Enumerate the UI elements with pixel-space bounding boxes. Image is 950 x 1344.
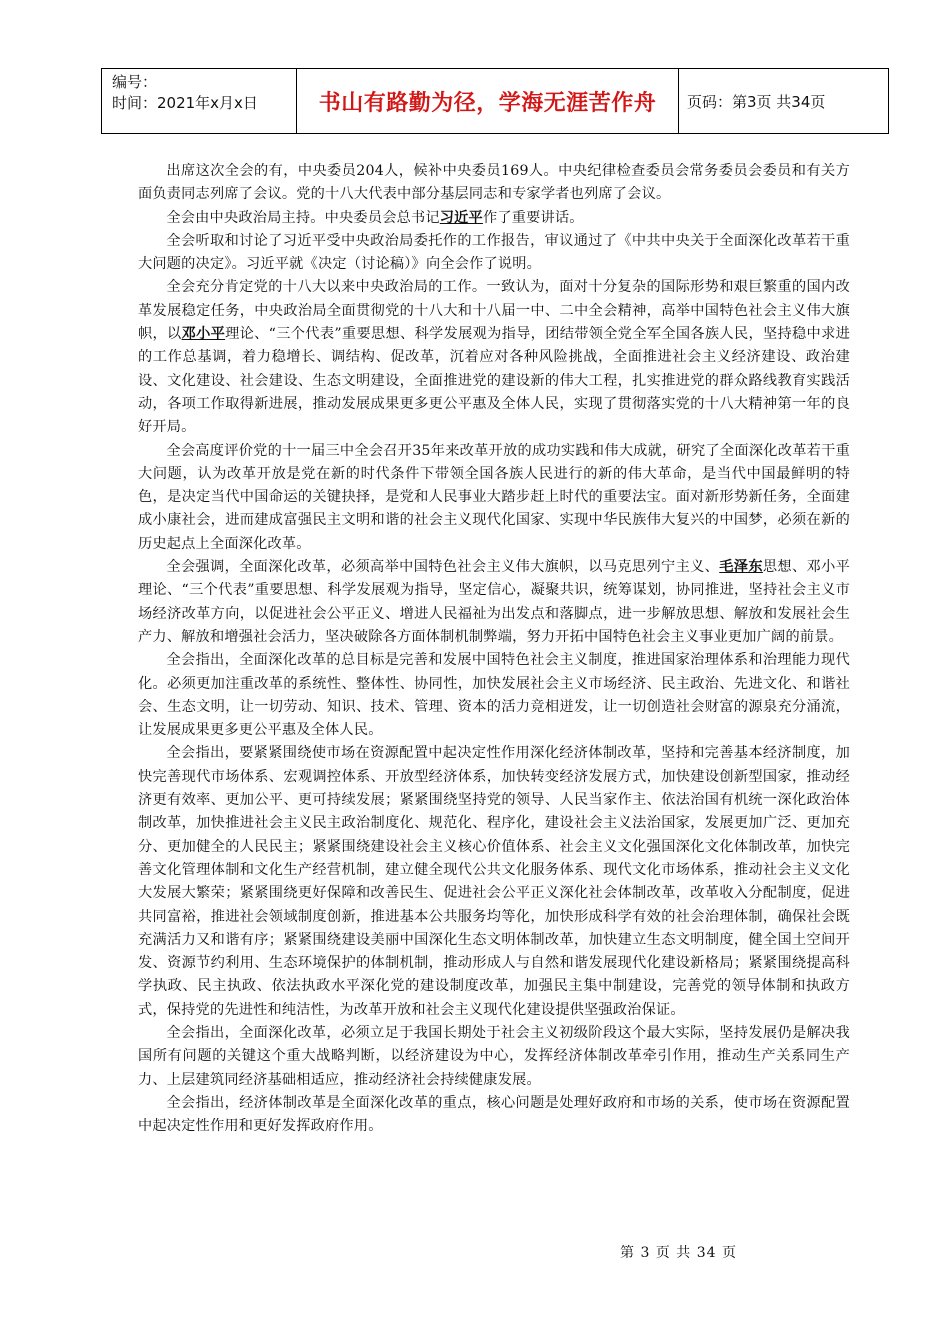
paragraph-text: 思想、邓小平理论、“三个代表”重要思想、科学发展观为指导，坚定信心，凝聚共识，统筹谋划，协同推进，坚持社会主义市场经济改革方向，以促进社会公平正义、增进人民福祉为出发点和落脚点，进一步解放思想、解放和发展社会生产力、解放和增强社会活力，坚决破除各方面体制机制弊端，努力开拓中国特色社会主义事业更加广阔的前景。 [138,559,851,645]
page-footer: 第 3 页 共 34 页 [620,1245,737,1261]
header-page-label: 页码：第3页 共34页 [687,92,826,111]
paragraph-text: 出席这次全会的有，中央委员204人，候补中央委员169人。中央纪律检查委员会常务委员会委员和有关方面负责同志列席了会议。党的十八大代表中部分基层同志和专家学者也列席了会议。 [138,163,850,203]
highlighted-name: 习近平 [439,209,483,226]
header-motto: 书山有路勤为径，学海无涯苦作舟 [297,69,679,133]
body-paragraph [138,1022,850,1092]
body-paragraph [138,556,850,649]
number-label: 编号： [112,73,158,91]
body-paragraph [138,440,850,556]
body-paragraph [138,1092,850,1139]
paragraph-text: 全会强调，全面深化改革，必须高举中国特色社会主义伟大旗帜，以马克思列宁主义、 [166,559,720,576]
body-paragraph [138,742,850,1022]
paragraph-text: 理论、“三个代表”重要思想、科学发展观为指导，团结带领全党全军全国各族人民，坚持稳中求进的工作总基调，着力稳增长、调结构、促改革，沉着应对各种风险挑战，全面推进社会主义经济建设、政治建设、文化建设、社会建设、生态文明建设，全面推进党的建设新的伟大工程，扎实推进党的群众路线教育实践活动，各项工作取得新进展，推动发展成果更多更公平惠及全体人民，实现了贯彻落实党的十八大精神第一年的良好开局。 [138,326,850,436]
paragraph-text: 全会指出，全面深化改革，必须立足于我国长期处于社会主义初级阶段这个最大实际，坚持发展仍是解决我国所有问题的关键这个重大战略判断，以经济建设为中心，发挥经济体制改革牵引作用，推动生产关系同生产力、上层建筑同经济基础相适应，推动经济社会持续健康发展。 [138,1024,850,1088]
body-paragraph [138,160,850,207]
body-paragraph [138,230,850,277]
paragraph-text: 全会高度评价党的十一届三中全会召开35年来改革开放的成功实践和伟大成就，研究了全面深化改革若干重大问题，认为改革开放是党在新的时代条件下带领全国各族人民进行的新的伟大革命，是当代中国最鲜明的特色，是决定当代中国命运的关键抉择，是党和人民事业大踏步赶上时代的重要法宝。面对新形势新任务，全面建成小康社会，进而建成富强民主文明和谐的社会主义现代化国家、实现中华民族伟大复兴的中国梦，必须在新的历史起点上全面深化改革。 [138,442,850,552]
body-paragraph [138,207,850,230]
document-body [138,160,850,1138]
body-paragraph [138,649,850,742]
highlighted-name: 毛泽东 [719,559,763,576]
paragraph-text: 全会指出，要紧紧围绕使市场在资源配置中起决定性作用深化经济体制改革，坚持和完善基本经济制度，加快完善现代市场体系、宏观调控体系、开放型经济体系，加快转变经济发展方式，加快建设创新型国家，推动经济更有效率、更加公平、更可持续发展；紧紧围绕坚持党的领导、人民当家作主、依法治国有机统一深化政治体制改革，加快推进社会主义民主政治制度化、规范化、程序化，建设社会主义法治国家，发展更加广泛、更加充分、更加健全的人民民主；紧紧围绕建设社会主义核心价值体系、社会主义文化强国深化文化体制改革，加快完善文化管理体制和文化生产经营机制，建立健全现代公共文化服务体系、现代文化市场体系，推动社会主义文化大发展大繁荣；紧紧围绕更好保障和改善民生、促进社会公平正义深化社会体制改革，改革收入分配制度，促进共同富裕，推进社会领域制度创新，推进基本公共服务均等化，加快形成科学有效的社会治理体制，确保社会既充满活力又和谐有序；紧紧围绕建设美丽中国深化生态文明体制改革，加快建立生态文明制度，健全国土空间开发、资源节约利用、生态环境保护的体制机制，推动形成人与自然和谐发展现代化建设新格局；紧紧围绕提高科学执政、民主执政、依法执政水平深化党的建设制度改革，加强民主集中制建设，完善党的领导体制和执政方式，保持党的先进性和纯洁性，为改革开放和社会主义现代化建设提供坚强政治保证。 [138,745,850,1018]
highlighted-name: 邓小平 [181,326,226,343]
paragraph-text: 全会指出，全面深化改革的总目标是完善和发展中国特色社会主义制度，推进国家治理体系和治理能力现代化。必须更加注重改革的系统性、整体性、协同性，加快发展社会主义市场经济、民主政治、先进文化、和谐社会、生态文明，让一切劳动、知识、技术、管理、资本的活力竞相迸发，让一切创造社会财富的源泉充分涌流，让发展成果更多更公平惠及全体人民。 [138,652,850,739]
header-meta-cell [102,69,297,133]
paragraph-text: 全会听取和讨论了习近平受中央政治局委托作的工作报告，审议通过了《中共中央关于全面深化改革若干重大问题的决定》。习近平就《决定（讨论稿）》向全会作了说明。 [138,232,850,273]
body-paragraph [138,276,850,439]
page-header-table [101,68,889,134]
paragraph-text: 作了重要讲话。 [482,209,584,226]
paragraph-text: 全会充分肯定党的十八大以来中央政治局的工作。一致认为，面对十分复杂的国际形势和艰巨繁重的国内改革发展稳定任务，中央政治局全面贯彻党的十八大和十八届一中、二中全会精神，高举中国特色社会主义伟大旗帜，以 [138,279,850,343]
paragraph-text: 全会指出，经济体制改革是全面深化改革的重点，核心问题是处理好政府和市场的关系，使市场在资源配置中起决定性作用和更好发挥政府作用。 [138,1094,850,1135]
paragraph-text: 全会由中央政治局主持。中央委员会总书记 [166,209,440,226]
date-label: 时间：2021年x月x日 [112,94,258,112]
